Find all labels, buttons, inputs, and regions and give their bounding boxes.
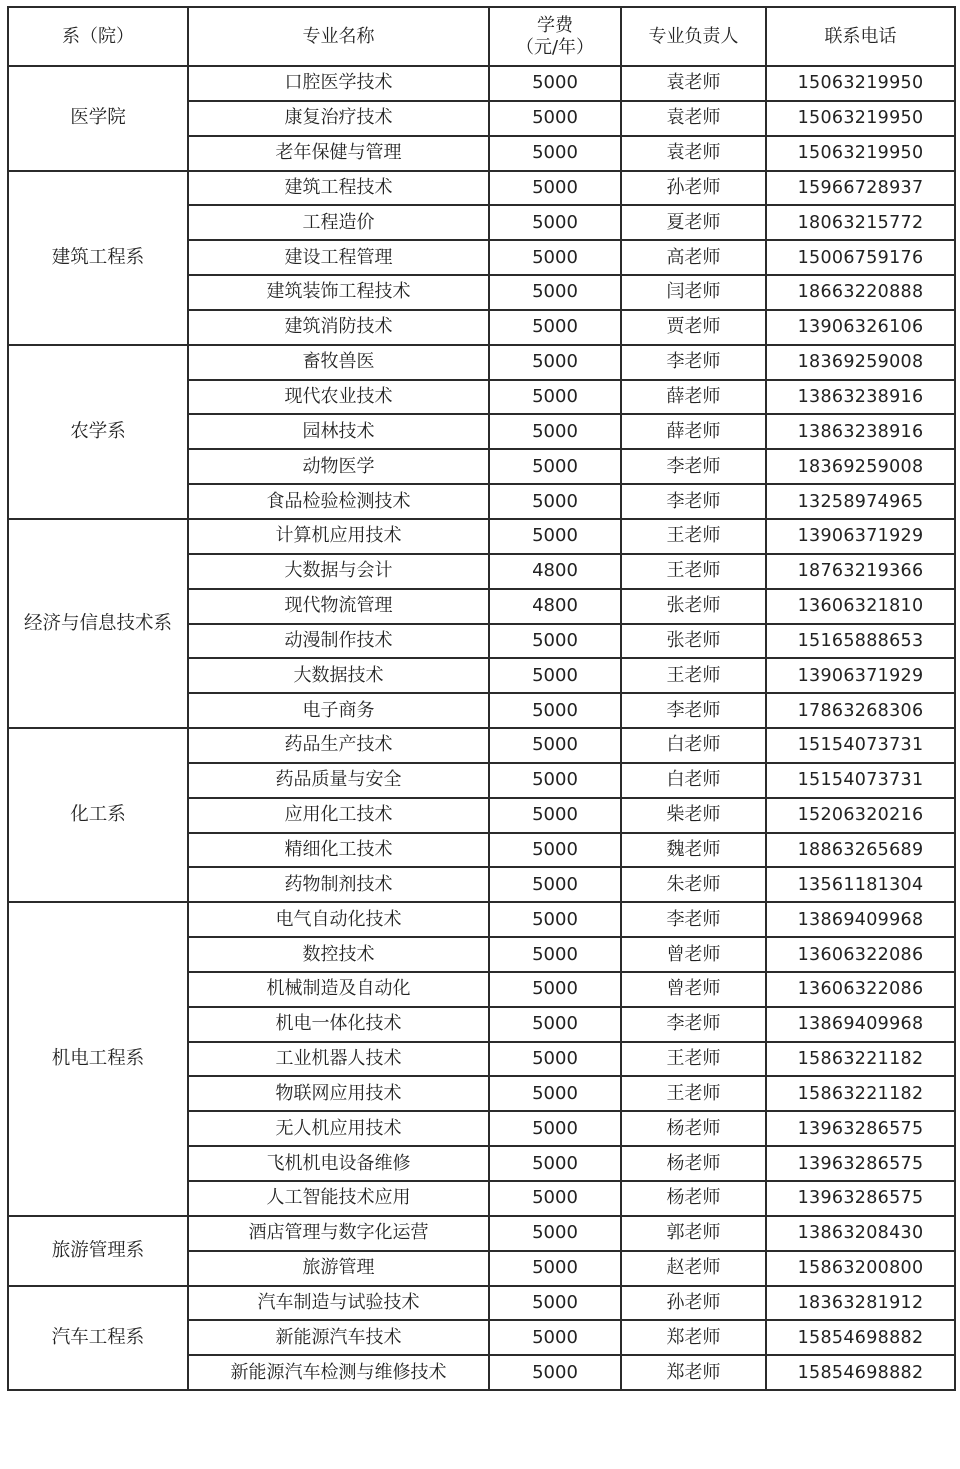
fee-cell: 5000	[489, 867, 621, 902]
major-cell: 计算机应用技术	[188, 519, 489, 554]
phone-cell: 13869409968	[766, 1007, 955, 1042]
major-cell: 畜牧兽医	[188, 345, 489, 380]
header-department: 系（院）	[8, 7, 188, 66]
phone-cell: 15063219950	[766, 101, 955, 136]
phone-cell: 13906371929	[766, 519, 955, 554]
phone-cell: 17863268306	[766, 693, 955, 728]
fee-cell: 5000	[489, 310, 621, 345]
phone-cell: 13606322086	[766, 972, 955, 1007]
major-cell: 工业机器人技术	[188, 1042, 489, 1077]
fee-cell: 5000	[489, 345, 621, 380]
phone-cell: 15006759176	[766, 240, 955, 275]
leader-cell: 杨老师	[621, 1146, 766, 1181]
fee-cell: 5000	[489, 1286, 621, 1321]
department-cell: 汽车工程系	[8, 1286, 188, 1391]
table-row	[8, 902, 955, 937]
fee-cell: 5000	[489, 275, 621, 310]
leader-cell: 李老师	[621, 484, 766, 519]
major-cell: 食品检验检测技术	[188, 484, 489, 519]
phone-cell: 15863221182	[766, 1042, 955, 1077]
department-cell: 旅游管理系	[8, 1216, 188, 1286]
phone-cell: 15165888653	[766, 624, 955, 659]
leader-cell: 袁老师	[621, 101, 766, 136]
phone-cell: 18369259008	[766, 449, 955, 484]
header-leader: 专业负责人	[621, 7, 766, 66]
fee-cell: 5000	[489, 798, 621, 833]
fee-cell: 5000	[489, 1181, 621, 1216]
phone-cell: 15863221182	[766, 1076, 955, 1111]
major-cell: 建筑消防技术	[188, 310, 489, 345]
phone-cell: 15854698882	[766, 1355, 955, 1390]
department-cell: 农学系	[8, 345, 188, 519]
major-cell: 新能源汽车检测与维修技术	[188, 1355, 489, 1390]
major-cell: 旅游管理	[188, 1251, 489, 1286]
phone-cell: 15154073731	[766, 763, 955, 798]
fee-cell: 5000	[489, 624, 621, 659]
major-cell: 数控技术	[188, 937, 489, 972]
header-fee-line1: 学费	[537, 14, 573, 36]
phone-cell: 15863200800	[766, 1251, 955, 1286]
majors-table	[7, 6, 956, 1391]
leader-cell: 王老师	[621, 658, 766, 693]
table-row	[8, 1216, 955, 1251]
fee-cell: 5000	[489, 136, 621, 171]
phone-cell: 15063219950	[766, 66, 955, 101]
leader-cell: 曾老师	[621, 972, 766, 1007]
fee-cell: 5000	[489, 380, 621, 415]
major-cell: 现代农业技术	[188, 380, 489, 415]
major-cell: 园林技术	[188, 414, 489, 449]
fee-cell: 5000	[489, 1355, 621, 1390]
leader-cell: 王老师	[621, 1076, 766, 1111]
phone-cell: 13963286575	[766, 1181, 955, 1216]
fee-cell: 5000	[489, 171, 621, 206]
fee-cell: 5000	[489, 240, 621, 275]
fee-cell: 5000	[489, 1146, 621, 1181]
department-cell: 建筑工程系	[8, 171, 188, 345]
phone-cell: 18663220888	[766, 275, 955, 310]
fee-cell: 5000	[489, 658, 621, 693]
fee-cell: 4800	[489, 554, 621, 589]
leader-cell: 魏老师	[621, 833, 766, 868]
fee-cell: 5000	[489, 1076, 621, 1111]
leader-cell: 白老师	[621, 763, 766, 798]
fee-cell: 5000	[489, 693, 621, 728]
phone-cell: 13963286575	[766, 1111, 955, 1146]
major-cell: 建筑工程技术	[188, 171, 489, 206]
leader-cell: 李老师	[621, 902, 766, 937]
major-cell: 动物医学	[188, 449, 489, 484]
leader-cell: 高老师	[621, 240, 766, 275]
phone-cell: 18363281912	[766, 1286, 955, 1321]
phone-cell: 15063219950	[766, 136, 955, 171]
leader-cell: 郑老师	[621, 1320, 766, 1355]
leader-cell: 赵老师	[621, 1251, 766, 1286]
major-cell: 药物制剂技术	[188, 867, 489, 902]
leader-cell: 曾老师	[621, 937, 766, 972]
major-cell: 现代物流管理	[188, 589, 489, 624]
table-row	[8, 66, 955, 101]
phone-cell: 15966728937	[766, 171, 955, 206]
leader-cell: 郭老师	[621, 1216, 766, 1251]
major-cell: 康复治疗技术	[188, 101, 489, 136]
major-cell: 酒店管理与数字化运营	[188, 1216, 489, 1251]
major-cell: 汽车制造与试验技术	[188, 1286, 489, 1321]
fee-cell: 5000	[489, 1007, 621, 1042]
fee-cell: 5000	[489, 1216, 621, 1251]
major-cell: 新能源汽车技术	[188, 1320, 489, 1355]
leader-cell: 闫老师	[621, 275, 766, 310]
major-cell: 无人机应用技术	[188, 1111, 489, 1146]
leader-cell: 王老师	[621, 554, 766, 589]
leader-cell: 朱老师	[621, 867, 766, 902]
phone-cell: 18863265689	[766, 833, 955, 868]
major-cell: 人工智能技术应用	[188, 1181, 489, 1216]
fee-cell: 5000	[489, 937, 621, 972]
header-phone: 联系电话	[766, 7, 955, 66]
fee-cell: 5000	[489, 1042, 621, 1077]
phone-cell: 13606321810	[766, 589, 955, 624]
phone-cell: 15154073731	[766, 728, 955, 763]
major-cell: 老年保健与管理	[188, 136, 489, 171]
leader-cell: 孙老师	[621, 171, 766, 206]
major-cell: 建筑装饰工程技术	[188, 275, 489, 310]
department-cell: 医学院	[8, 66, 188, 171]
table-row	[8, 728, 955, 763]
header-row	[8, 7, 955, 66]
leader-cell: 李老师	[621, 693, 766, 728]
phone-cell: 13863238916	[766, 414, 955, 449]
leader-cell: 薛老师	[621, 380, 766, 415]
major-cell: 药品生产技术	[188, 728, 489, 763]
table-row	[8, 345, 955, 380]
header-fee-line2: （元/年）	[515, 36, 595, 58]
leader-cell: 白老师	[621, 728, 766, 763]
phone-cell: 13606322086	[766, 937, 955, 972]
department-cell: 机电工程系	[8, 902, 188, 1216]
phone-cell: 18063215772	[766, 205, 955, 240]
leader-cell: 薛老师	[621, 414, 766, 449]
leader-cell: 张老师	[621, 624, 766, 659]
fee-cell: 5000	[489, 1251, 621, 1286]
table-body	[8, 66, 955, 1390]
leader-cell: 李老师	[621, 449, 766, 484]
phone-cell: 13561181304	[766, 867, 955, 902]
major-cell: 大数据技术	[188, 658, 489, 693]
fee-cell: 5000	[489, 902, 621, 937]
fee-cell: 5000	[489, 101, 621, 136]
fee-cell: 5000	[489, 1320, 621, 1355]
fee-cell: 5000	[489, 484, 621, 519]
department-cell: 经济与信息技术系	[8, 519, 188, 728]
fee-cell: 5000	[489, 1111, 621, 1146]
major-cell: 应用化工技术	[188, 798, 489, 833]
phone-cell: 15206320216	[766, 798, 955, 833]
fee-cell: 5000	[489, 833, 621, 868]
leader-cell: 夏老师	[621, 205, 766, 240]
major-cell: 物联网应用技术	[188, 1076, 489, 1111]
major-cell: 飞机机电设备维修	[188, 1146, 489, 1181]
fee-cell: 5000	[489, 763, 621, 798]
leader-cell: 贾老师	[621, 310, 766, 345]
leader-cell: 王老师	[621, 1042, 766, 1077]
fee-cell: 4800	[489, 589, 621, 624]
leader-cell: 张老师	[621, 589, 766, 624]
phone-cell: 13258974965	[766, 484, 955, 519]
phone-cell: 15854698882	[766, 1320, 955, 1355]
fee-cell: 5000	[489, 205, 621, 240]
table-row	[8, 1286, 955, 1321]
leader-cell: 王老师	[621, 519, 766, 554]
major-cell: 电子商务	[188, 693, 489, 728]
leader-cell: 袁老师	[621, 66, 766, 101]
fee-cell: 5000	[489, 519, 621, 554]
phone-cell: 13906326106	[766, 310, 955, 345]
leader-cell: 柴老师	[621, 798, 766, 833]
major-cell: 机械制造及自动化	[188, 972, 489, 1007]
leader-cell: 李老师	[621, 345, 766, 380]
major-cell: 工程造价	[188, 205, 489, 240]
fee-cell: 5000	[489, 728, 621, 763]
leader-cell: 杨老师	[621, 1181, 766, 1216]
header-fee	[489, 7, 621, 66]
phone-cell: 18763219366	[766, 554, 955, 589]
phone-cell: 13863208430	[766, 1216, 955, 1251]
fee-cell: 5000	[489, 414, 621, 449]
major-cell: 动漫制作技术	[188, 624, 489, 659]
leader-cell: 郑老师	[621, 1355, 766, 1390]
major-cell: 药品质量与安全	[188, 763, 489, 798]
fee-cell: 5000	[489, 449, 621, 484]
department-cell: 化工系	[8, 728, 188, 902]
phone-cell: 18369259008	[766, 345, 955, 380]
phone-cell: 13869409968	[766, 902, 955, 937]
major-cell: 精细化工技术	[188, 833, 489, 868]
leader-cell: 李老师	[621, 1007, 766, 1042]
leader-cell: 孙老师	[621, 1286, 766, 1321]
header-major: 专业名称	[188, 7, 489, 66]
phone-cell: 13963286575	[766, 1146, 955, 1181]
major-cell: 建设工程管理	[188, 240, 489, 275]
major-cell: 机电一体化技术	[188, 1007, 489, 1042]
major-cell: 大数据与会计	[188, 554, 489, 589]
phone-cell: 13906371929	[766, 658, 955, 693]
table-row	[8, 171, 955, 206]
major-cell: 电气自动化技术	[188, 902, 489, 937]
leader-cell: 袁老师	[621, 136, 766, 171]
fee-cell: 5000	[489, 66, 621, 101]
fee-cell: 5000	[489, 972, 621, 1007]
major-cell: 口腔医学技术	[188, 66, 489, 101]
phone-cell: 13863238916	[766, 380, 955, 415]
leader-cell: 杨老师	[621, 1111, 766, 1146]
table-row	[8, 519, 955, 554]
